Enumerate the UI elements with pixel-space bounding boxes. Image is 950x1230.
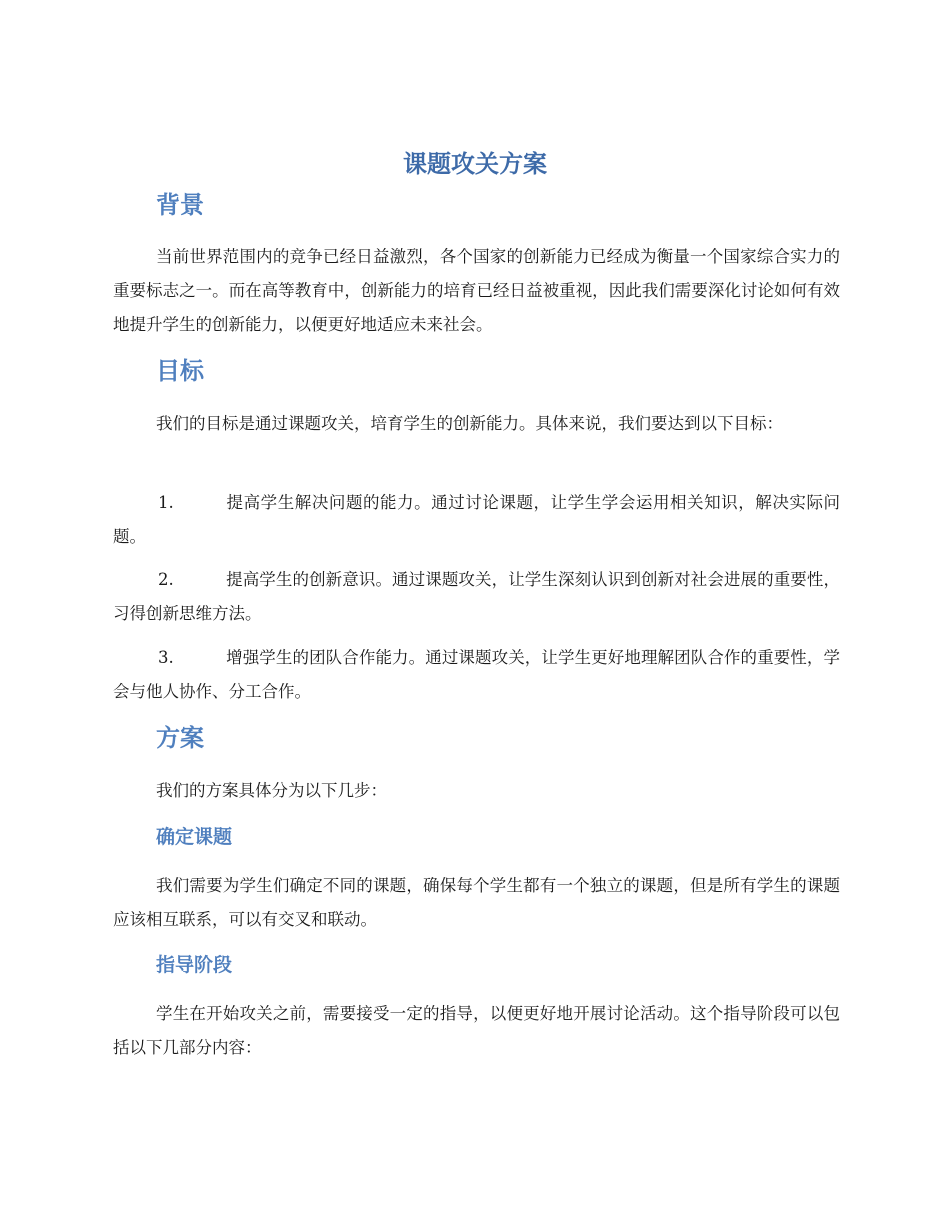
section-heading-background: 背景 xyxy=(156,191,204,219)
goal-item-text: 提高学生解决问题的能力。通过讨论课题，让学生学会运用相关知识，解决实际问题。 xyxy=(113,493,840,546)
goal-item-number: 1. xyxy=(158,493,174,512)
subsection-heading-define-topic: 确定课题 xyxy=(156,826,233,848)
goal-list-item-3 xyxy=(113,641,840,709)
goal-item-number: 2. xyxy=(158,570,174,589)
define-topic-paragraph: 我们需要为学生们确定不同的课题，确保每个学生都有一个独立的课题，但是所有学生的课题应该相互联系，可以有交叉和联动。 xyxy=(113,876,840,929)
section-heading-goals: 目标 xyxy=(156,357,204,385)
subsection-heading-guidance-stage: 指导阶段 xyxy=(156,954,233,976)
goals-intro-paragraph: 我们的目标是通过课题攻关，培育学生的创新能力。具体来说，我们要达到以下目标： xyxy=(156,414,783,433)
guidance-stage-paragraph: 学生在开始攻关之前，需要接受一定的指导，以便更好地开展讨论活动。这个指导阶段可以包括以下几部分内容： xyxy=(113,1004,840,1057)
goal-list-item-1 xyxy=(113,486,840,554)
goal-list-item-2 xyxy=(113,563,840,631)
goal-item-text: 增强学生的团队合作能力。通过课题攻关，让学生更好地理解团队合作的重要性，学会与他人协作、分工合作。 xyxy=(113,648,840,701)
plan-intro-paragraph: 我们的方案具体分为以下几步： xyxy=(156,781,387,800)
goal-item-text: 提高学生的创新意识。通过课题攻关，让学生深刻认识到创新对社会进展的重要性，习得创新思维方法。 xyxy=(113,570,840,623)
section-heading-plan: 方案 xyxy=(156,724,204,752)
background-paragraph: 当前世界范围内的竞争已经日益激烈，各个国家的创新能力已经成为衡量一个国家综合实力的重要标志之一。而在高等教育中，创新能力的培育已经日益被重视，因此我们需要深化讨论如何有效地提升学生的创新能力，以便更好地适应未来社会。 xyxy=(113,247,840,334)
document-title: 课题攻关方案 xyxy=(403,150,547,178)
goal-item-number: 3. xyxy=(158,648,174,667)
